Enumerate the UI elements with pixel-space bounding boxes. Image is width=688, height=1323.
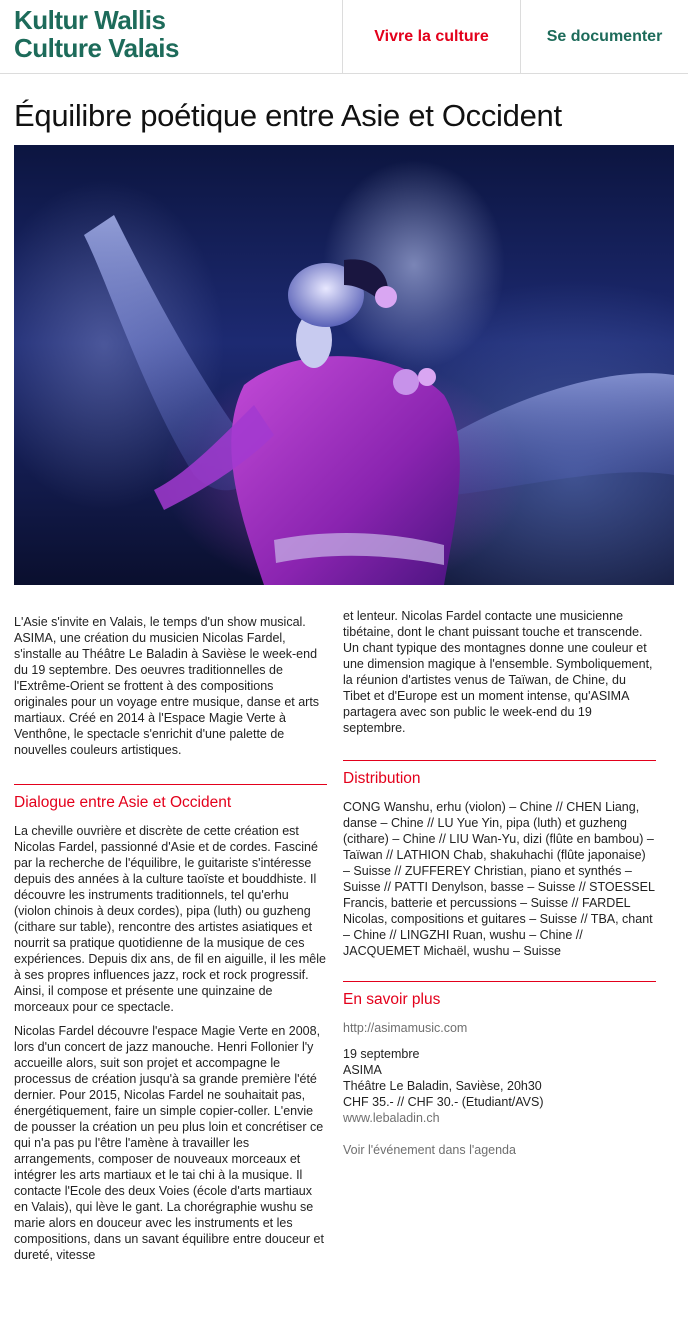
agenda-link[interactable]: Voir l'événement dans l'agenda: [343, 1143, 516, 1157]
event-details: [343, 1046, 656, 1126]
section-title-dialogue: Dialogue entre Asie et Occident: [14, 794, 232, 811]
section-distribution: [343, 760, 656, 959]
event-venue: Théâtre Le Baladin, Savièse, 20h30: [343, 1079, 542, 1093]
article-right-column: [343, 608, 656, 1158]
section-title-more-info: En savoir plus: [343, 991, 441, 1008]
logo-line-french: Culture Valais: [14, 33, 179, 63]
section-more-info: [343, 981, 656, 1158]
venue-website-link[interactable]: www.lebaladin.ch: [343, 1111, 440, 1125]
section-title-distribution: Distribution: [343, 770, 421, 787]
event-price: CHF 35.- // CHF 30.- (Etudiant/AVS): [343, 1095, 544, 1109]
article-intro: L'Asie s'invite en Valais, le temps d'un show musical. ASIMA, une création du musicien Nicolas Fardel, s'installe au Théâtre Le Baladin à Savièse le week-end du 19 septembre. Des oeuvres traditionnelles de l'Extrême-Orient se frottent à des compositions originales pour un voyage entre musique, danse et arts martiaux. Créé en 2014 à l'Espace Magie Verte à Venthône, le spectacle s'enrichit d'une palette de nouvelles couleurs artistiques.: [14, 615, 320, 757]
distribution-list: CONG Wanshu, erhu (violon) – Chine // CHEN Liang, danse – Chine // LU Yue Yin, pipa (luth) et guzheng (cithare) – Chine // LIU Wan-Yu, dizi (flûte en bambou) – Taïwan // LATHION Chab, shakuhachi (flûte japonaise) – Suisse // ZUFFEREY Christian, piano et synthés – Suisse // PATTI Denylson, basse – Suisse // STOESSEL Francis, batterie et percussions – Suisse // FARDEL Nicolas, compositions et guitares – Suisse // TBA, chant – Chine // LINGZHI Ruan, wushu – Chine // JACQUEMET Michaël, wushu – Suisse: [343, 800, 655, 958]
event-name: ASIMA: [343, 1063, 382, 1077]
asima-website-link[interactable]: http://asimamusic.com: [343, 1021, 468, 1035]
logo-line-german: Kultur Wallis: [14, 5, 166, 35]
section-dialogue: [14, 784, 327, 1263]
site-logo[interactable]: [14, 6, 179, 62]
article-continuation: et lenteur. Nicolas Fardel contacte une musicienne tibétaine, dont le chant puissant touche et transcende. Un chant typique des montagnes donne une couleur et une dimension magique à l'ensemble. Symboliquement, la réunion d'artistes venus de Taïwan, de Chine, du Tibet et d'Europe est un moment intense, qu'ASIMA partagera avec son public le week-end du 19 septembre.: [343, 609, 653, 735]
site-header: [0, 0, 688, 74]
page-title: Équilibre poétique entre Asie et Occident: [14, 98, 562, 133]
dialogue-paragraph-1: La cheville ouvrière et discrète de cette création est Nicolas Fardel, passionné d'Asie et de cordes. Fasciné par la recherche de l'équilibre, le guitariste s'intéresse depuis des années à la culture taoïste et bouddhiste. Il découvre les instruments traditionnels, tel qu'erhu (violon chinois à deux cordes), pipa (luth) ou guzheng (cithare sur table), rencontre des artistes asiatiques et nourrit sa pratique quotidienne de la musique de ces expériences. Depuis dix ans, de fil en aiguille, il les mêle à ses propres influences jazz, rock et rock progressif. Ainsi, il compose et présente une quinzaine de morceaux pour ce spectacle.: [14, 824, 326, 1014]
hero-image: [14, 145, 674, 585]
dancer-illustration: [14, 145, 674, 585]
nav-se-documenter[interactable]: Se documenter: [520, 0, 688, 74]
article-left-column: [14, 614, 327, 1263]
dialogue-paragraph-2: Nicolas Fardel découvre l'espace Magie Verte en 2008, lors d'un concert de jazz manouche. Henri Follonier l'y accueille alors, suit son projet et accompagne le processus de création jusqu'à sa grande première l'été dernier. Pour 2015, Nicolas Fardel ne souhaitait pas, énergétiquement, faire un simple copier-coller. L'envie de pousser la création un peu plus loin et concrétiser ce qui n'a pas pu l'être l'amène à travailler les arrangements, composer de nouveaux morceaux et intégrer les arts martiaux et le tai chi à la musique. Il contacte l'Ecole des deux Voies (école d'arts martiaux en Valais), qui lève le gant. La chorégraphie wushu se marie alors en douceur avec les instruments et les compositions, dans un savant équilibre entre douceur et dureté, vitesse: [14, 1024, 324, 1262]
nav-vivre-la-culture[interactable]: Vivre la culture: [342, 0, 520, 74]
event-date: 19 septembre: [343, 1047, 420, 1061]
